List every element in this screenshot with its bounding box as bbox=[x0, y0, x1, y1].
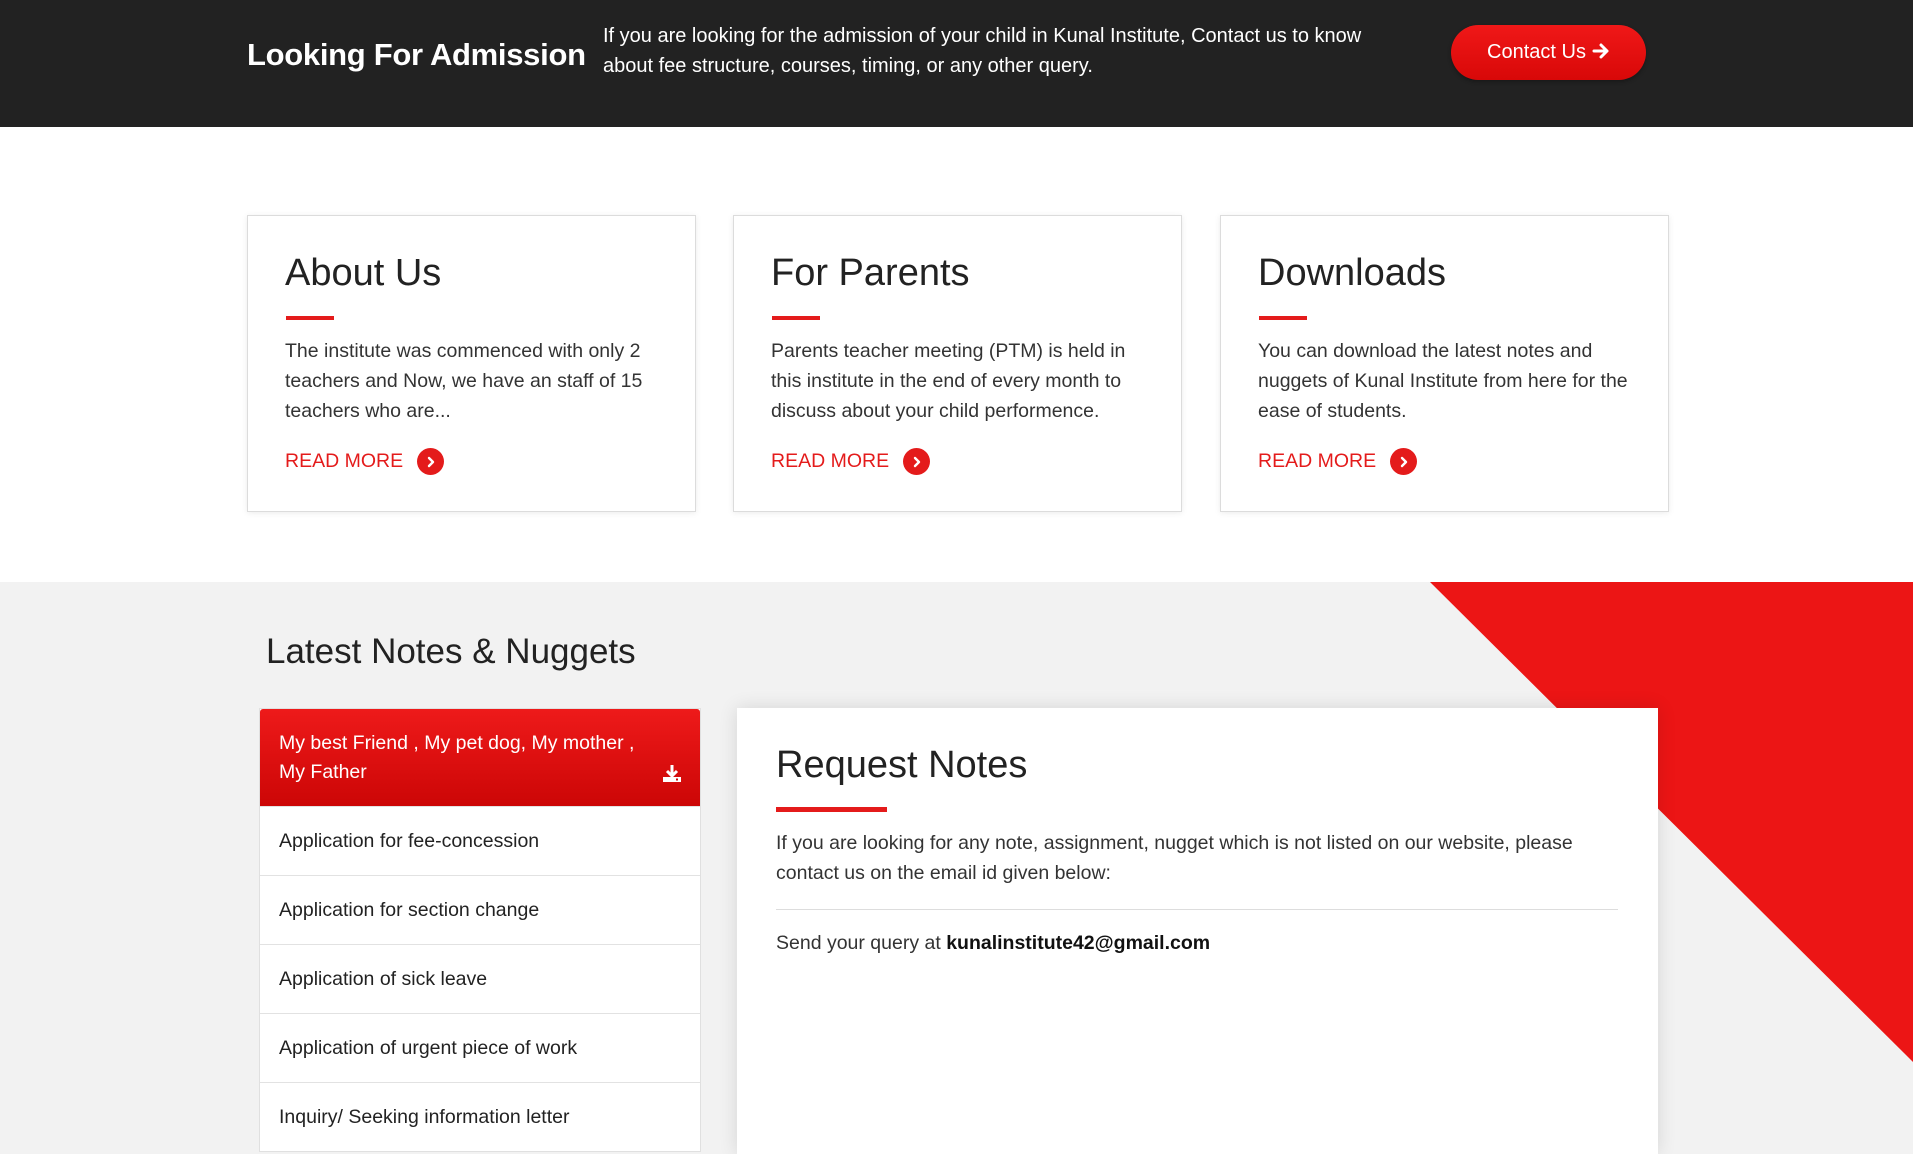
read-more-link[interactable] bbox=[285, 448, 444, 475]
notes-item[interactable] bbox=[260, 944, 700, 1013]
card-text: You can download the latest notes and nuggets of Kunal Institute from here for the ease of students. bbox=[1258, 340, 1628, 422]
notes-item[interactable] bbox=[260, 1013, 700, 1082]
card-title: For Parents bbox=[771, 252, 970, 294]
card-text: The institute was commenced with only 2 teachers and Now, we have an staff of 15 teachers who are... bbox=[285, 340, 643, 422]
request-email-line bbox=[776, 932, 1210, 955]
card-title: Downloads bbox=[1258, 252, 1446, 294]
read-more-label: READ MORE bbox=[285, 450, 404, 472]
notes-item-label: Application for fee-concession bbox=[279, 829, 540, 852]
notes-item-label: Inquiry/ Seeking information letter bbox=[279, 1105, 570, 1128]
notes-item-label: My best Friend , My pet dog, My mother , My Father bbox=[279, 731, 635, 783]
read-more-link[interactable] bbox=[771, 448, 930, 475]
notes-item-label: Application for section change bbox=[279, 898, 540, 921]
notes-list bbox=[259, 708, 701, 1152]
email-link[interactable]: kunalinstitute42@gmail.com bbox=[946, 932, 1211, 954]
notes-section bbox=[0, 582, 1913, 1154]
chevron-right-icon bbox=[417, 448, 444, 475]
notes-item-active[interactable] bbox=[260, 709, 700, 806]
download-icon[interactable] bbox=[662, 763, 682, 783]
notes-heading: Latest Notes & Nuggets bbox=[266, 632, 636, 671]
admission-banner bbox=[0, 0, 1913, 127]
email-prefix: Send your query at bbox=[776, 932, 941, 954]
title-underline bbox=[776, 807, 887, 812]
notes-item[interactable] bbox=[260, 806, 700, 875]
request-title: Request Notes bbox=[776, 744, 1028, 786]
notes-item-label: Application of urgent piece of work bbox=[279, 1036, 578, 1059]
read-more-link[interactable] bbox=[1258, 448, 1417, 475]
card-for-parents bbox=[733, 215, 1182, 512]
card-downloads bbox=[1220, 215, 1669, 512]
title-underline bbox=[286, 316, 334, 320]
chevron-right-icon bbox=[903, 448, 930, 475]
title-underline bbox=[1259, 316, 1307, 320]
title-underline bbox=[772, 316, 820, 320]
request-notes-panel bbox=[737, 708, 1658, 1154]
card-text: Parents teacher meeting (PTM) is held in this institute in the end of every month to discuss about your child performence. bbox=[771, 340, 1126, 422]
request-text: If you are looking for any note, assignment, nugget which is not listed on our website, please contact us on the email id given below: bbox=[776, 832, 1573, 884]
chevron-right-icon bbox=[1390, 448, 1417, 475]
arrow-right-icon bbox=[1592, 40, 1610, 66]
admission-text: If you are looking for the admission of your child in Kunal Institute, Contact us to know about fee structure, courses, timing, or any other query. bbox=[603, 25, 1362, 77]
divider bbox=[776, 909, 1618, 910]
card-title: About Us bbox=[285, 252, 442, 294]
read-more-label: READ MORE bbox=[1258, 450, 1377, 472]
notes-item[interactable] bbox=[260, 875, 700, 944]
notes-item[interactable] bbox=[260, 1082, 700, 1151]
contact-us-label: Contact Us bbox=[1487, 41, 1586, 63]
card-about-us bbox=[247, 215, 696, 512]
notes-item-label: Application of sick leave bbox=[279, 967, 488, 990]
contact-us-button[interactable] bbox=[1451, 25, 1646, 80]
admission-title: Looking For Admission bbox=[247, 37, 586, 72]
read-more-label: READ MORE bbox=[771, 450, 890, 472]
